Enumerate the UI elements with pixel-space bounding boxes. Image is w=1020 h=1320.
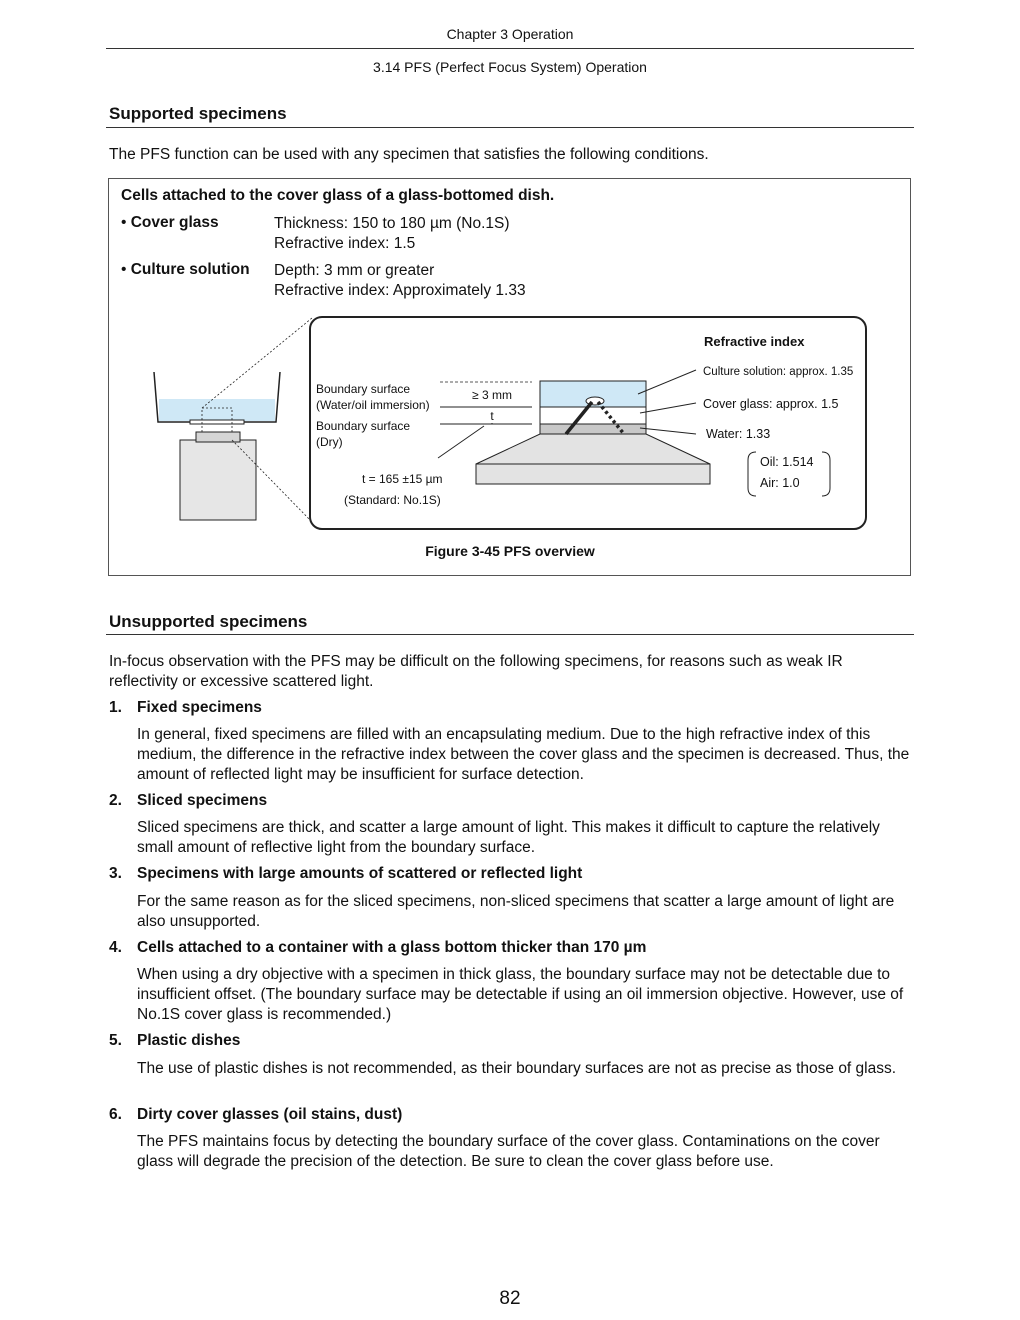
item-title: Plastic dishes: [137, 1032, 241, 1049]
item-body: Sliced specimens are thick, and scatter a large amount of light. This makes it difficult to capture the relatively small amount of reflective light from the boundary surface.: [137, 819, 880, 856]
objective-body: [476, 464, 710, 484]
condition-cover-glass-refractive: Refractive index: 1.5: [274, 235, 416, 252]
boundary-wet-label-2: (Water/oil immersion): [316, 398, 430, 412]
supported-heading: Supported specimens: [109, 104, 287, 123]
air-index: Air: 1.0: [760, 476, 800, 490]
unsupported-heading: Unsupported specimens: [109, 612, 308, 631]
oil-index: Oil: 1.514: [760, 455, 814, 469]
figure-caption: Figure 3-45 PFS overview: [425, 543, 595, 559]
standard-label: (Standard: No.1S): [344, 493, 441, 507]
supported-heading-rule: [106, 127, 914, 128]
boundary-dry-label-1: Boundary surface: [316, 419, 411, 433]
refractive-index-title: Refractive index: [704, 334, 805, 349]
item-body: For the same reason as for the sliced specimens, non-sliced specimens that scatter a large amount of light are also unsupported.: [137, 893, 895, 930]
item-title: Dirty cover glasses (oil stains, dust): [137, 1106, 403, 1123]
unsupported-intro: In-focus observation with the PFS may be difficult on the following specimens, for reasons such as weak IR reflectivity or excessive scattered light.: [109, 653, 843, 690]
chapter-header: Chapter 3 Operation: [446, 26, 574, 42]
item-body: The PFS maintains focus by detecting the boundary surface of the cover glass. Contaminations on the cover glass will degrade the precision of the detection. Be sure to clean the cover glass before use.: [137, 1133, 880, 1170]
dish-overview: [154, 372, 280, 520]
depth-label: ≥ 3 mm: [472, 388, 512, 402]
thickness-label: t = 165 ±15 µm: [362, 472, 443, 486]
zoom-connector-top: [202, 318, 312, 408]
item-number: 1.: [109, 699, 122, 716]
boundary-dry-label-2: (Dry): [316, 435, 343, 449]
conditions-box-title: Cells attached to the cover glass of a glass-bottomed dish.: [121, 187, 555, 204]
unsupported-heading-rule: [106, 634, 914, 635]
item-title: Cells attached to a container with a glass bottom thicker than 170 µm: [137, 939, 647, 956]
supported-intro: The PFS function can be used with any specimen that satisfies the following conditions.: [109, 146, 709, 163]
item-body: When using a dry objective with a specimen in thick glass, the boundary surface may not be detectable due to insufficient offset. (The boundary surface may be detectable if using an oil immersion objective. However, use of No.1S cover glass is recommended.): [137, 966, 904, 1023]
item-body: The use of plastic dishes is not recommended, as their boundary surfaces are not as precise as those of glass.: [137, 1060, 897, 1077]
culture-solution-index: Culture solution: approx. 1.35: [703, 366, 854, 378]
t-label: t: [490, 409, 494, 423]
water-index: Water: 1.33: [706, 427, 771, 441]
pfs-overview-diagram: [140, 310, 880, 535]
item-title: Sliced specimens: [137, 792, 268, 809]
item-number: 3.: [109, 865, 122, 882]
item-number: 2.: [109, 792, 122, 809]
cover-glass-layer: [540, 407, 646, 424]
section-header: 3.14 PFS (Perfect Focus System) Operation: [373, 59, 647, 75]
item-title: Fixed specimens: [137, 699, 262, 716]
item-body: In general, fixed specimens are filled with an encapsulating medium. Due to the high refractive index of this medium, the difference in the refractive index between the cover glass and the specimen is decreased. Thus, the amount of reflected light may be insufficient for surface detection.: [137, 726, 910, 783]
header-divider: [106, 48, 914, 49]
boundary-wet-label-1: Boundary surface: [316, 382, 411, 396]
condition-culture-refractive: Refractive index: Approximately 1.33: [274, 282, 526, 299]
condition-label-culture-solution: • Culture solution: [121, 261, 250, 278]
condition-label-cover-glass: • Cover glass: [121, 214, 219, 231]
cover-glass-index: Cover glass: approx. 1.5: [703, 397, 839, 411]
item-title: Specimens with large amounts of scattered or reflected light: [137, 865, 583, 882]
item-number: 4.: [109, 939, 122, 956]
item-number: 6.: [109, 1106, 122, 1123]
condition-cover-glass-thickness: Thickness: 150 to 180 µm (No.1S): [274, 215, 510, 232]
page-number: 82: [499, 1288, 521, 1309]
condition-culture-depth: Depth: 3 mm or greater: [274, 262, 435, 279]
item-number: 5.: [109, 1032, 122, 1049]
